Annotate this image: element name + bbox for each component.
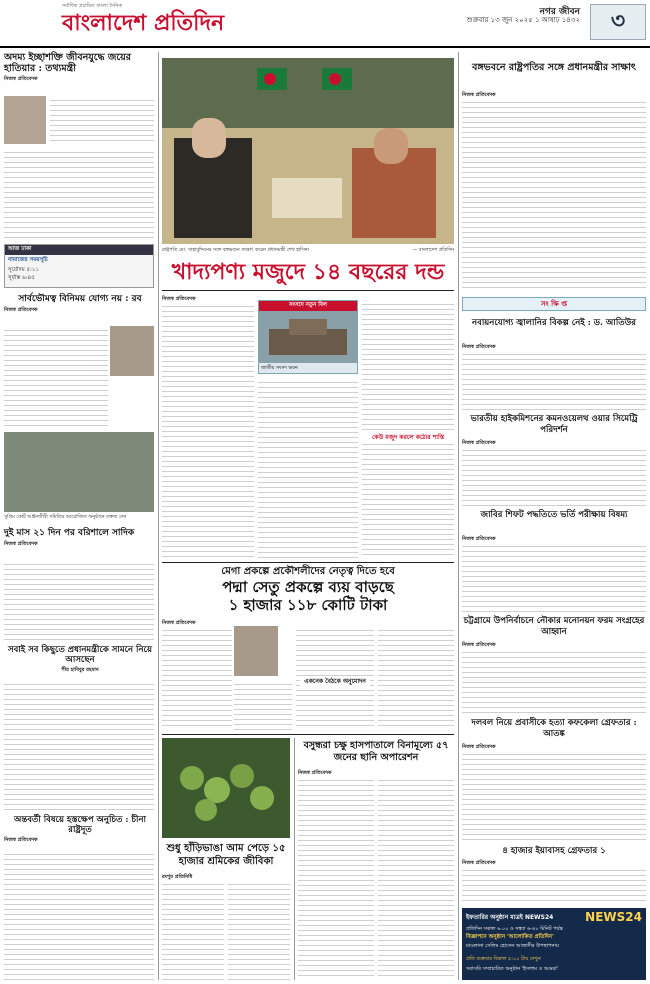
- story-title: চট্টগ্রামে উপনির্বাচনে নৌকার মনোনয়ন ফরম সংগ্রহের আহ্বান: [463, 616, 645, 637]
- masthead: [0, 0, 650, 48]
- story-body: [298, 776, 374, 980]
- lead-body: [362, 300, 454, 558]
- story-title: ভারতীয় হাইকমিশনের কমনওয়েলথ ওয়ার সিমেট্রি পরিদর্শন: [470, 414, 638, 435]
- story-byline: নিজস্ব প্রতিবেদক: [462, 440, 496, 446]
- issue-date: শুক্রবার ১৩ জুন ২০২৫ ১ আষাঢ় ১৪৩২: [466, 16, 580, 24]
- lead-photo-image: [162, 58, 454, 244]
- story-body: [378, 626, 454, 730]
- story-byline: নিজস্ব প্রতিবেদক: [462, 92, 496, 98]
- story-byline: নিজস্ব প্রতিবেদক: [4, 540, 38, 547]
- ad-line: মাওলানা সেলিম হোসেন আজাদীর উপস্থাপনায়: [466, 943, 559, 949]
- story-body: [462, 350, 646, 410]
- story-title: অন্তবর্তী বিষয়ে হস্তক্ষেপ অনুচিত : চীনা রাষ্ট্রদূত: [13, 815, 146, 835]
- mango-photo: [162, 738, 290, 838]
- column-divider: [158, 52, 159, 980]
- story-body: [378, 776, 454, 980]
- info-table-row: সূর্যোদয় ৫:১১: [8, 267, 40, 273]
- inset-box: [258, 300, 358, 374]
- story-body: [462, 98, 646, 292]
- mango-headline: শুধু হাঁড়িভাঙা আম পেড়ে ১৫ হাজার শ্রমিকের জীবিকা: [166, 843, 286, 867]
- divider: [162, 290, 454, 291]
- story-title: দুই মাস ২১ দিন পর বরিশালে সাদিক: [4, 528, 135, 538]
- story-body: [4, 326, 108, 428]
- story-title: সবাই সব কিছুতে প্রধানমন্ত্রীকে সামনে নিয়ে আসছেন: [8, 645, 152, 665]
- parliament-image: [259, 311, 357, 363]
- eye-headline: বসুন্ধরা চক্ষু হাসপাতালে বিনামূল্যে ৫৭ জনের ছানি অপারেশন: [303, 740, 449, 763]
- brief-header: সং ক্ষি প্ত: [462, 297, 646, 311]
- leader-portrait: [110, 326, 154, 376]
- story-body: [162, 626, 232, 730]
- story-byline: নিজস্ব প্রতিবেদক: [4, 837, 38, 843]
- sub-kicker: মেগা প্রকল্পে প্রকৌশলীদের নেতৃত্ব দিতে হবে: [221, 566, 395, 577]
- event-photo: [4, 432, 154, 512]
- meeting-label: একনেক বৈঠকে অনুমোদন: [300, 676, 370, 687]
- divider: [162, 734, 454, 735]
- newspaper-logo: বাংলাদেশ প্রতিদিন: [62, 10, 225, 36]
- story-body: [462, 648, 646, 714]
- lead-body: [258, 378, 358, 558]
- story-body: [234, 680, 292, 730]
- ad-line: প্রতি শুক্রবার বিকাল ৫:০০ টায় দেখুন: [466, 956, 541, 962]
- pull-quote: কেউ মজুদ করলে কঠোর শাস্তি: [362, 432, 454, 443]
- story-title: নবায়নযোগ্য জ্বালানির বিকল্প নেই : ড. আতিউর: [472, 318, 636, 328]
- minister-portrait: [4, 96, 46, 144]
- page-number: ৩: [590, 4, 646, 40]
- divider: [162, 562, 454, 563]
- news24-logo: NEWS24: [585, 910, 642, 924]
- news24-advertisement[interactable]: [462, 908, 646, 980]
- info-table-title: আজ ঢাকা: [5, 245, 153, 255]
- left-story-2: [4, 294, 156, 315]
- info-table-row: সূর্যাস্ত ৬:৪৫: [8, 275, 35, 281]
- story-byline: নিজস্ব প্রতিবেদক: [462, 642, 496, 648]
- story-byline: নিজস্ব প্রতিবেদক: [4, 306, 38, 313]
- section-name: নগর জীবন: [539, 7, 580, 17]
- left-column: [4, 52, 156, 85]
- story-title: সার্বভৌমত্ব বিনিময় যোগ্য নয় : রব: [18, 294, 142, 304]
- inset-caption: জাতীয় সংসদ ভবন: [261, 366, 298, 371]
- padma-headline-1: পদ্মা সেতু প্রকল্পে ব্যয় বাড়ছে: [222, 578, 394, 596]
- ad-line: বিজ্ঞাপনে অনুষ্ঠান 'আলোকিত প্রতিদিন': [466, 934, 554, 940]
- story-body: [50, 96, 154, 144]
- story-title: জাবির শিফট পদ্ধতিতে ভর্তি পরীক্ষায় বিষম্য: [480, 510, 628, 520]
- story-body: [162, 880, 224, 980]
- story-body: [228, 880, 290, 980]
- lead-byline: নিজস্ব প্রতিবেদক: [162, 296, 196, 302]
- lead-photo-caption: রাষ্ট্রপতি মো. সাহাবুদ্দিনের সঙ্গে বঙ্গভবনে সাক্ষাৎ করেন প্রধানমন্ত্রী শেখ হাসিনা: [162, 248, 309, 253]
- story-body: [462, 542, 646, 612]
- photo-credit: — বাংলাদেশ প্রতিদিন: [412, 248, 454, 253]
- tagline: সর্বাধিক প্রচারিত বাংলা দৈনিক: [62, 3, 122, 9]
- story-body: [4, 680, 154, 810]
- story-body: [462, 866, 646, 904]
- left-story-3: [4, 528, 156, 549]
- story-body: [4, 850, 154, 980]
- lead-headline: খাদ্যপণ্য মজুদে ১৪ বছরের দন্ড: [171, 259, 445, 285]
- story-body: [462, 750, 646, 842]
- story-byline: নিজস্ব প্রতিবেদক: [4, 76, 38, 82]
- story-body: [4, 560, 154, 640]
- story-byline: নিজস্ব প্রতিবেদক: [462, 344, 496, 350]
- column-divider: [458, 52, 459, 980]
- engineer-portrait: [234, 626, 278, 676]
- padma-headline-2: ১ হাজার ১১৮ কোটি টাকা: [228, 596, 388, 614]
- story-byline: নিজস্ব প্রতিবেদক: [462, 860, 496, 866]
- photo-caption: সুপ্রিম কোর্ট আইনজীবী সমিতির আয়োজিত অনুষ্ঠানে বক্তব্য দেন: [4, 515, 127, 520]
- story-body: [462, 446, 646, 506]
- mango-byline: রংপুর প্রতিনিধি: [162, 874, 193, 880]
- story-title: দলবল নিয়ে প্রবাসীকে হত্যা কফকেলা গ্রেফতার : আতঙ্ক: [471, 718, 637, 739]
- story-byline: নিজস্ব প্রতিবেদক: [462, 536, 496, 542]
- info-table-row: নামাজের সময়সূচি: [8, 257, 48, 263]
- story-title: ৪ হাজার ইয়াবাসহ গ্রেফতার ১: [502, 846, 606, 856]
- ad-line: সরাসরি সম্প্রচারিত অনুষ্ঠান 'ইসলাম ও আমরা': [466, 966, 559, 972]
- story-body: [4, 148, 154, 240]
- ad-line: ইফতারির অনুষ্ঠান মাত্রই NEWS24: [466, 914, 554, 921]
- story-byline: নিজস্ব প্রতিবেদক: [462, 744, 496, 750]
- ad-line: প্রতিদিন সকাল ৬.০০ ও সন্ধ্যা ৬-৪০ মিনিট পর্যন্ত: [466, 926, 563, 932]
- left-story-5: [4, 815, 156, 846]
- mango-image: [162, 738, 290, 838]
- story-byline: পীর হাবিবুর রহমান: [61, 667, 99, 673]
- column-divider: [294, 738, 295, 980]
- info-table: [4, 244, 154, 288]
- left-story-4: [4, 645, 156, 676]
- story-title: অদম্য ইচ্ছাশক্তি জীবনযুদ্ধে জয়ের হাতিয়ার : তথ্যমন্ত্রী: [4, 52, 131, 74]
- lead-body: [162, 302, 254, 558]
- eye-byline: নিজস্ব প্রতিবেদক: [298, 770, 332, 776]
- lead-photo: [162, 58, 454, 244]
- inset-title: সংসদে নতুন বিল: [259, 301, 357, 311]
- padma-byline: নিজস্ব প্রতিবেদক: [162, 620, 196, 626]
- story-title: বঙ্গভবনে রাষ্ট্রপতির সঙ্গে প্রধানমন্ত্রীর সাক্ষাৎ: [472, 62, 636, 73]
